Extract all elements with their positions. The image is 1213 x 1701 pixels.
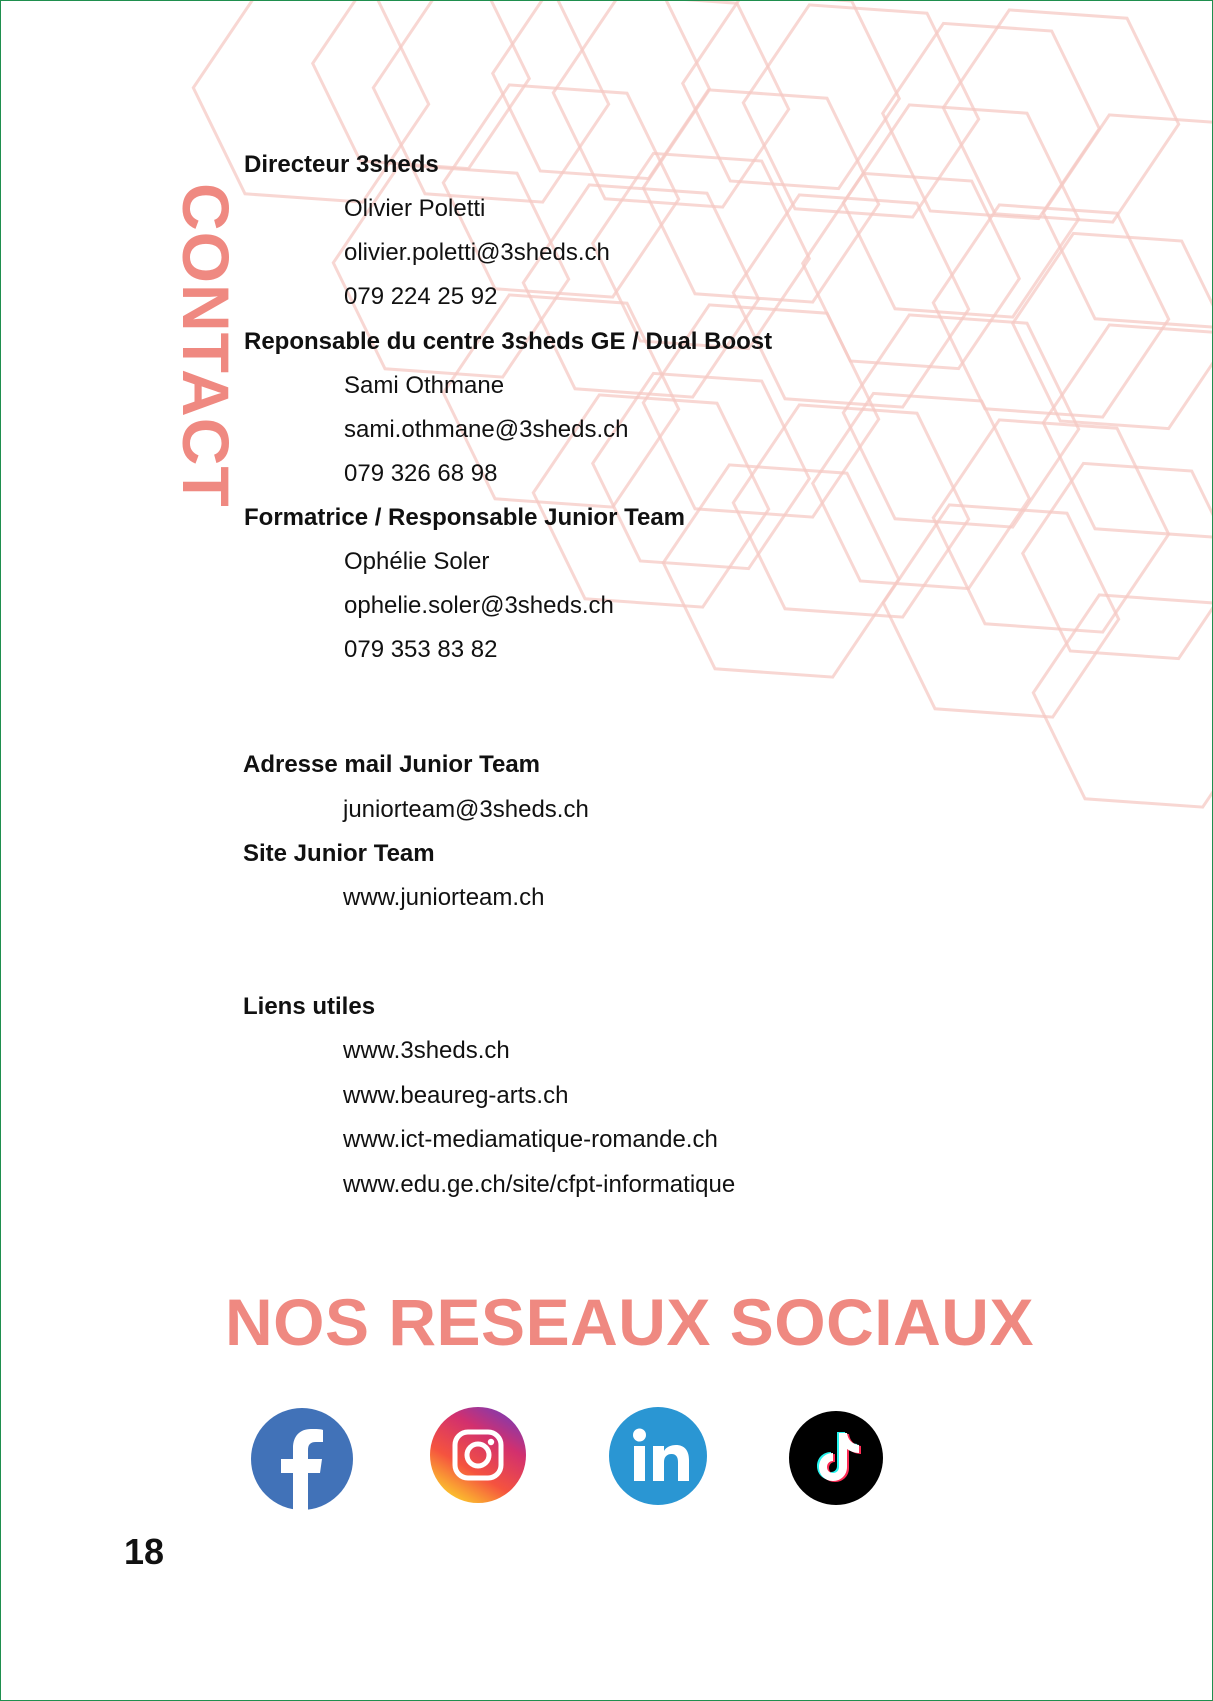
hexagon-shape xyxy=(883,23,1100,218)
hexagon-shape xyxy=(553,1,788,207)
contact-phone: 079 224 25 92 xyxy=(344,283,498,310)
linkedin-icon[interactable] xyxy=(609,1407,707,1505)
hexagon-shape xyxy=(1043,325,1213,537)
contact-role: Formatrice / Responsable Junior Team xyxy=(244,504,686,531)
hexagon-shape xyxy=(663,465,898,677)
hexagon-shape xyxy=(933,420,1168,632)
useful-link[interactable]: www.beaureg-arts.ch xyxy=(343,1082,569,1109)
useful-link[interactable]: www.edu.ge.ch/site/cfpt-informatique xyxy=(343,1171,736,1198)
contact-name: Olivier Poletti xyxy=(344,195,486,222)
contact-email-link[interactable]: ophelie.soler@3sheds.ch xyxy=(344,592,614,619)
instagram-icon[interactable] xyxy=(430,1407,526,1503)
contact-phone: 079 353 83 82 xyxy=(344,636,498,663)
hexagon-shape xyxy=(883,505,1118,717)
facebook-icon[interactable] xyxy=(250,1407,354,1511)
contact-email-link[interactable]: olivier.poletti@3sheds.ch xyxy=(344,239,610,266)
useful-link[interactable]: www.3sheds.ch xyxy=(343,1037,510,1064)
junior-team-site-link[interactable]: www.juniorteam.ch xyxy=(343,884,545,911)
useful-links-label: Liens utiles xyxy=(243,993,376,1020)
contact-role: Reponsable du centre 3sheds GE / Dual Boost xyxy=(244,328,773,355)
contact-name: Sami Othmane xyxy=(344,372,505,399)
tiktok-icon[interactable] xyxy=(789,1411,883,1505)
hexagon-shape xyxy=(1033,595,1213,807)
social-networks-title: NOS RESEAUX SOCIAUX xyxy=(225,1285,1034,1359)
junior-team-mail-label: Adresse mail Junior Team xyxy=(243,751,540,778)
contact-name: Ophélie Soler xyxy=(344,548,490,575)
contact-email-link[interactable]: sami.othmane@3sheds.ch xyxy=(344,416,629,443)
contact-vertical-title: CONTACT xyxy=(169,183,243,508)
junior-team-site-label: Site Junior Team xyxy=(243,840,435,867)
contact-role: Directeur 3sheds xyxy=(244,151,439,178)
hexagon-shape xyxy=(1043,115,1213,327)
hexagon-shape xyxy=(523,185,758,397)
page-number: 18 xyxy=(124,1531,165,1572)
contact-phone: 079 326 68 98 xyxy=(344,460,498,487)
useful-link[interactable]: www.ict-mediamatique-romande.ch xyxy=(343,1126,718,1153)
junior-team-mail-link[interactable]: juniorteam@3sheds.ch xyxy=(343,796,589,823)
